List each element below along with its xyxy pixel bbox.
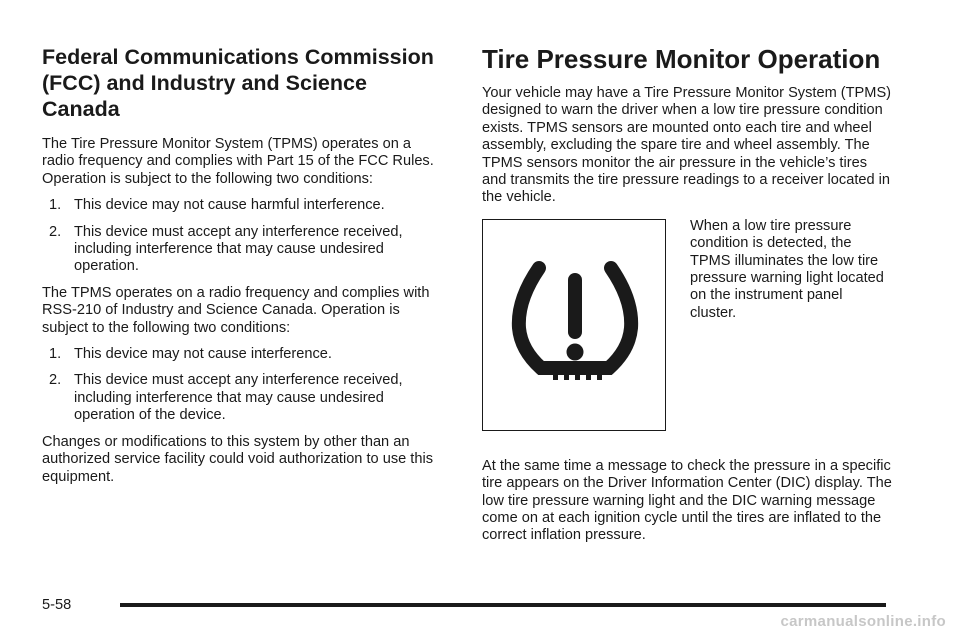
dic-message-paragraph: At the same time a message to check the pressure in a specific tire appears on the Driver Information Center (DIC) display. The low tire pressure warning light and the DIC warning message come on at each ignition cycle until the tires are inflated to the correct inflation pressure.	[482, 457, 892, 544]
warning-light-description: When a low tire pressure condition is detected, the TPMS illuminates the low tire pressure warning light located on the instrument panel cluster.	[690, 217, 884, 321]
fcc-conditions-list	[42, 197, 446, 276]
left-column	[42, 44, 446, 486]
fcc-section-title: Federal Communications Commission (FCC) and Industry and Science Canada	[42, 45, 434, 121]
canada-conditions-list	[42, 346, 446, 425]
canada-paragraph: The TPMS operates on a radio frequency and complies with RSS-210 of Industry and Science Canada. Operation is subject to the following two conditions:	[42, 284, 430, 336]
right-column	[482, 44, 894, 545]
list-item: 1. This device may not cause harmful interference.	[49, 197, 385, 214]
list-item: 1. This device may not cause interference.	[49, 346, 332, 363]
warning-light-figure	[482, 219, 666, 431]
fcc-intro-paragraph: The Tire Pressure Monitor System (TPMS) operates on a radio frequency and complies with Part 15 of the FCC Rules. Operation is subject to the following two conditions:	[42, 136, 434, 187]
list-item: 2. This device must accept any interference received, including interference that may cause undesired operation of the device.	[49, 372, 403, 424]
list-item: 2. This device must accept any interference received, including interference that may cause undesired operation.	[49, 223, 403, 275]
watermark: carmanualsonline.info	[780, 613, 946, 630]
low-tire-pressure-warning-icon	[483, 220, 667, 432]
figure-row	[482, 219, 894, 433]
page-number: 5-58	[42, 597, 72, 613]
tpms-intro-paragraph: Your vehicle may have a Tire Pressure Monitor System (TPMS) designed to warn the driver when a low tire pressure condition exists. TPMS sensors are mounted onto each tire and wheel assembly, excluding the spare tire and wheel assembly. The TPMS sensors monitor the air pressure in the vehicle’s tires and transmits the tire pressure readings to a receiver located in the vehicle.	[482, 85, 892, 206]
modifications-paragraph: Changes or modifications to this system by other than an authorized service facility could void authorization to use this equipment.	[42, 433, 433, 485]
footer-rule	[120, 603, 886, 607]
tpms-section-title: Tire Pressure Monitor Operation	[482, 44, 881, 74]
